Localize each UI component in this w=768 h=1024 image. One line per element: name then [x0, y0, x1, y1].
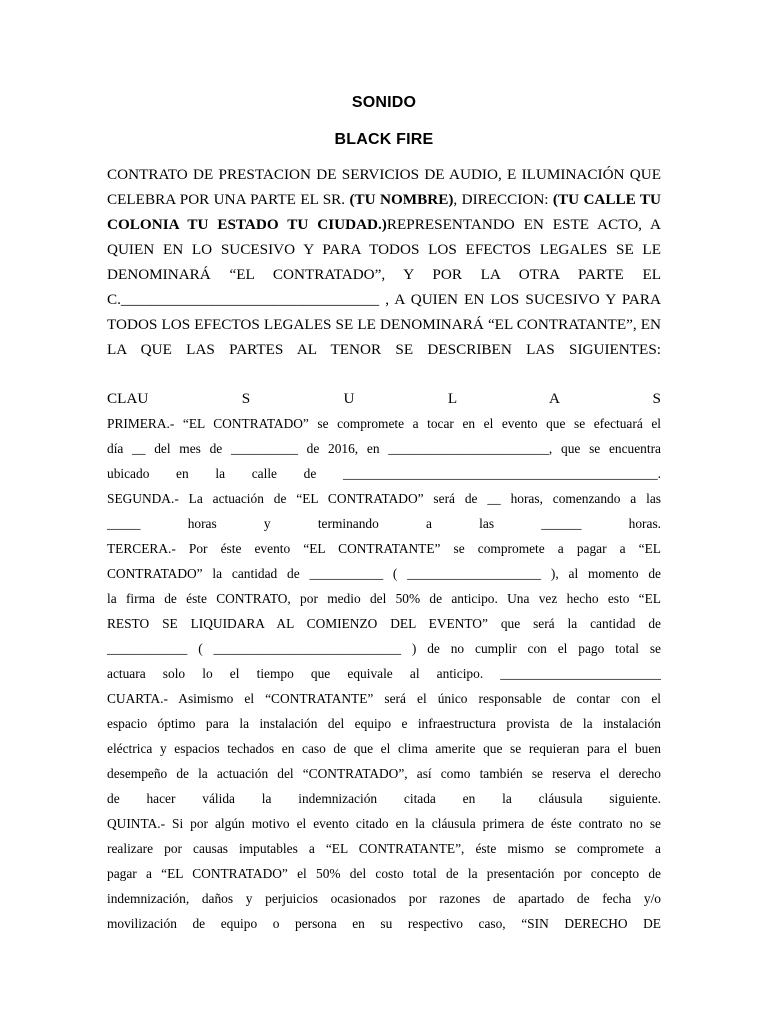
intro-line: COLONIA TU ESTADO TU CIUDAD.)REPRESENTANDO EN ESTE ACTO, A	[107, 216, 661, 233]
clause-quinta: QUINTA.- Si por algún motivo el evento citado en la cláusula primera de éste contrato no se	[107, 816, 661, 831]
clause-quinta: indemnización, daños y perjuicios ocasionados por razones de apartado de fecha y/o	[107, 891, 661, 906]
clause-cuarta: espacio óptimo para la instalación del equipo e infraestructura provista de la instalación	[107, 716, 661, 731]
clausulas-heading: CLAU S U L A S	[107, 390, 661, 407]
intro-line: CONTRATO DE PRESTACION DE SERVICIOS DE AUDIO, E ILUMINACIÓN QUE	[107, 166, 661, 183]
clause-cuarta: eléctrica y espacios techados en caso de que el clima amerite que se requieran para el buen	[107, 741, 661, 756]
intro-line: CELEBRA POR UNA PARTE EL SR. (TU NOMBRE), DIRECCION: (TU CALLE TU	[107, 191, 661, 208]
clause-primera: ubicado en la calle de _______________________________________________.	[107, 466, 661, 481]
clause-tercera: TERCERA.- Por éste evento “EL CONTRATANTE” se compromete a pagar a “EL	[107, 541, 661, 556]
intro-line: LA QUE LAS PARTES AL TENOR SE DESCRIBEN LAS SIGUIENTES:	[107, 341, 661, 358]
clause-primera: día __ del mes de __________ de 2016, en ________________________, que se encuentra	[107, 441, 661, 456]
clause-quinta: pagar a “EL CONTRATADO” el 50% del costo total de la presentación por concepto de	[107, 866, 661, 881]
clause-cuarta: desempeño de la actuación del “CONTRATADO”, así como también se reserva el derecho	[107, 766, 661, 781]
clause-primera: PRIMERA.- “EL CONTRATADO” se compromete a tocar en el evento que se efectuará el	[107, 416, 661, 431]
clause-cuarta: CUARTA.- Asimismo el “CONTRATANTE” será el único responsable de contar con el	[107, 691, 661, 706]
clause-cuarta: de hacer válida la indemnización citada en la cláusula siguiente.	[107, 791, 661, 806]
clause-tercera: actuara solo lo el tiempo que equivale al anticipo. ________________________	[107, 666, 661, 681]
intro-line: C.__________________________________ , A QUIEN EN LOS SUCESIVO Y PARA	[107, 291, 661, 308]
page-subtitle: BLACK FIRE	[334, 131, 434, 148]
clause-segunda: SEGUNDA.- La actuación de “EL CONTRATADO” será de __ horas, comenzando a las	[107, 491, 661, 506]
clause-quinta: movilización de equipo o persona en su respectivo caso, “SIN DERECHO DE	[107, 916, 661, 931]
clause-tercera: RESTO SE LIQUIDARA AL COMIENZO DEL EVENTO” que será la cantidad de	[107, 616, 661, 631]
intro-line: QUIEN EN LO SUCESIVO Y PARA TODOS LOS EFECTOS LEGALES SE LE	[107, 241, 661, 258]
intro-line: TODOS LOS EFECTOS LEGALES SE LE DENOMINARÁ “EL CONTRATANTE”, EN	[107, 316, 661, 333]
clause-tercera: CONTRATADO” la cantidad de ___________ ( ____________________ ), al momento de	[107, 566, 661, 581]
clause-tercera: ____________ ( ____________________________ ) de no cumplir con el pago total se	[107, 641, 661, 656]
intro-line: DENOMINARÁ “EL CONTRATADO”, Y POR LA OTRA PARTE EL	[107, 266, 661, 283]
clause-segunda: _____ horas y terminando a las ______ horas.	[107, 516, 661, 531]
clause-quinta: realizare por causas imputables a “EL CONTRATANTE”, éste mismo se compromete a	[107, 841, 661, 856]
clause-tercera: la firma de éste CONTRATO, por medio del 50% de anticipo. Una vez hecho esto “EL	[107, 591, 661, 606]
page-title: SONIDO	[351, 94, 417, 111]
